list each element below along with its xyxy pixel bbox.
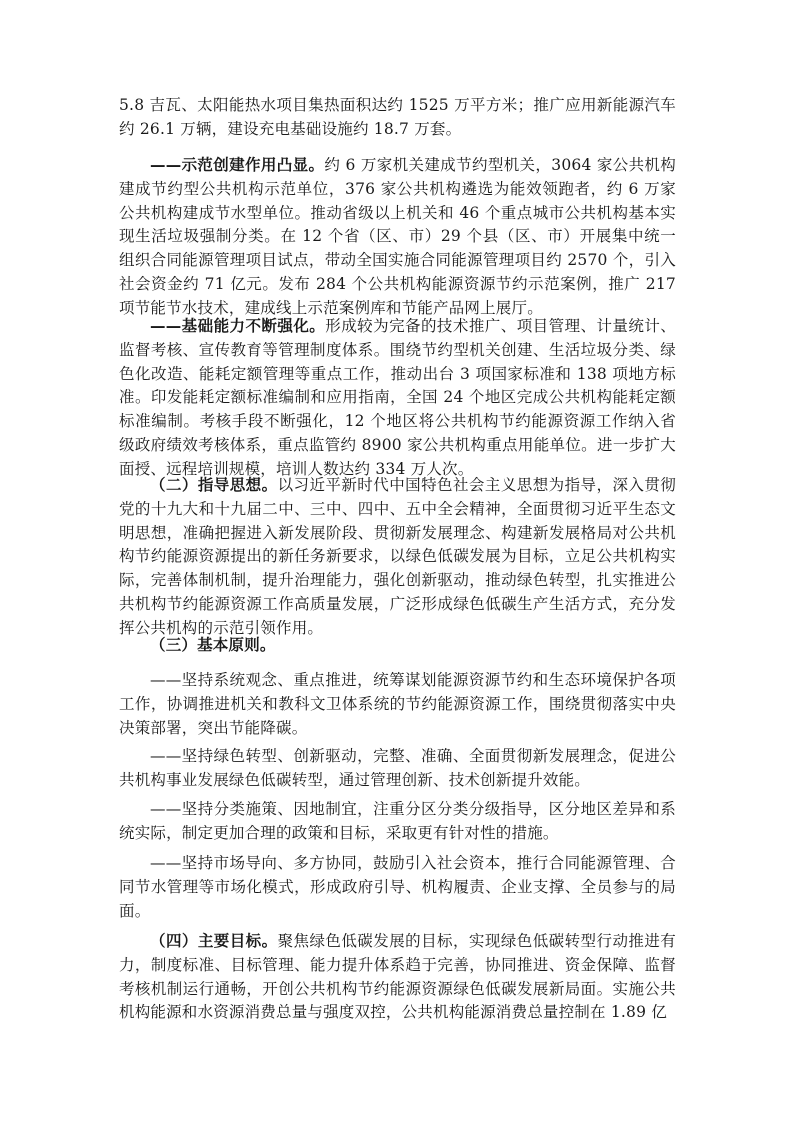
- paragraph-lead: ——基础能力不断强化。: [150, 317, 326, 335]
- principle-classified-policies: [119, 798, 676, 846]
- paragraph-capacity: [119, 315, 676, 482]
- paragraph-text: 以习近平新时代中国特色社会主义思想为指导，深入贯彻党的十九大和十九届二中、三中、四中、五中全会精神，全面贯彻习近平生态文明思想，准确把握进入新发展阶段、贯彻新发展理念、构建新发展格局对公共机构节约能源资源提出的新任务新要求，以绿色低碳发展为目标，立足公共机构实际，完善体制机制，提升治理能力，强化创新驱动，推动绿色转型，扎实推进公共机构节约能源资源工作高质量发展，广泛形成绿色低碳生产生活方式，充分发挥公共机构的示范引领作用。: [119, 476, 676, 637]
- paragraph-text: ——坚持分类施策、因地制宜，注重分区分类分级指导，区分地区差异和系统实际，制定更加合理的政策和目标，采取更有针对性的措施。: [119, 800, 676, 842]
- paragraph-lead: （二）指导思想。: [150, 476, 278, 494]
- paragraph-text: 5.8 吉瓦、太阳能热水项目集热面积达约 1525 万平方米；推广应用新能源汽车约 26.1 万辆，建设充电基础设施约 18.7 万套。: [119, 96, 676, 138]
- principle-systems-thinking: [119, 669, 676, 740]
- principle-market-orientation: [119, 852, 676, 923]
- principle-green-transition: [119, 745, 676, 793]
- section-heading-basic-principles: [119, 634, 676, 658]
- paragraph-main-goals: [119, 930, 676, 1025]
- paragraph-lead: ——示范创建作用凸显。: [150, 156, 325, 174]
- paragraph-text: ——坚持市场导向、多方协同，鼓励引入社会资本，推行合同能源管理、合同节水管理等市场化模式，形成政府引导、机构履责、企业支撑、全员参与的局面。: [119, 854, 676, 920]
- paragraph-guiding-thought: [119, 474, 676, 641]
- paragraph-renewable-energy-stats: [119, 94, 676, 142]
- paragraph-text: 形成较为完备的技术推广、项目管理、计量统计、监督考核、宣传教育等管理制度体系。围绕节约型机关创建、生活垃圾分类、绿色化改造、能耗定额管理等重点工作，推动出台 3 项国家标准和 138 项地方标准。印发能耗定额标准编制和应用指南，全国 24 个地区完成公共机构能耗定额标准编制。考核手段不断强化，12 个地区将公共机构节约能源资源工作纳入省级政府绩效考核体系，重点监管约 8900 家公共机构重点用能单位。进一步扩大面授、远程培训规模，培训人数达约 334 万人次。: [119, 317, 676, 478]
- paragraph-lead: （三）基本原则。: [150, 636, 276, 654]
- paragraph-text: ——坚持绿色转型、创新驱动，完整、准确、全面贯彻新发展理念，促进公共机构事业发展绿色低碳转型，通过管理创新、技术创新提升效能。: [119, 747, 676, 789]
- paragraph-text: ——坚持系统观念、重点推进，统筹谋划能源资源节约和生态环境保护各项工作，协调推进机关和教科文卫体系统的节约能源资源工作，围绕贯彻落实中央决策部署，突出节能降碳。: [119, 671, 676, 737]
- paragraph-lead: （四）主要目标。: [150, 932, 278, 950]
- paragraph-text: 聚焦绿色低碳发展的目标，实现绿色低碳转型行动推进有力，制度标准、目标管理、能力提升体系趋于完善，协同推进、资金保障、监督考核机制运行通畅，开创公共机构节约能源资源绿色低碳发展新局面。实施公共机构能源和水资源消费总量与强度双控，公共机构能源消费总量控制在 1.89 亿: [119, 932, 676, 1022]
- paragraph-text: 约 6 万家机关建成节约型机关，3064 家公共机构建成节约型公共机构示范单位，376 家公共机构遴选为能效领跑者，约 6 万家公共机构建成节水型单位。推动省级以上机关和 46 个重点城市公共机构基本实现生活垃圾强制分类。在 12 个省（区、市）29 个县（区、市）开展集中统一组织合同能源管理项目试点，带动全国实施合同能源管理项目约 2570 个，引入社会资金约 71 亿元。发布 284 个公共机构能源资源节约示范案例，推广 217 项节能节水技术，建成线上示范案例库和节能产品网上展厅。: [119, 156, 676, 317]
- paragraph-demonstration: [119, 154, 676, 321]
